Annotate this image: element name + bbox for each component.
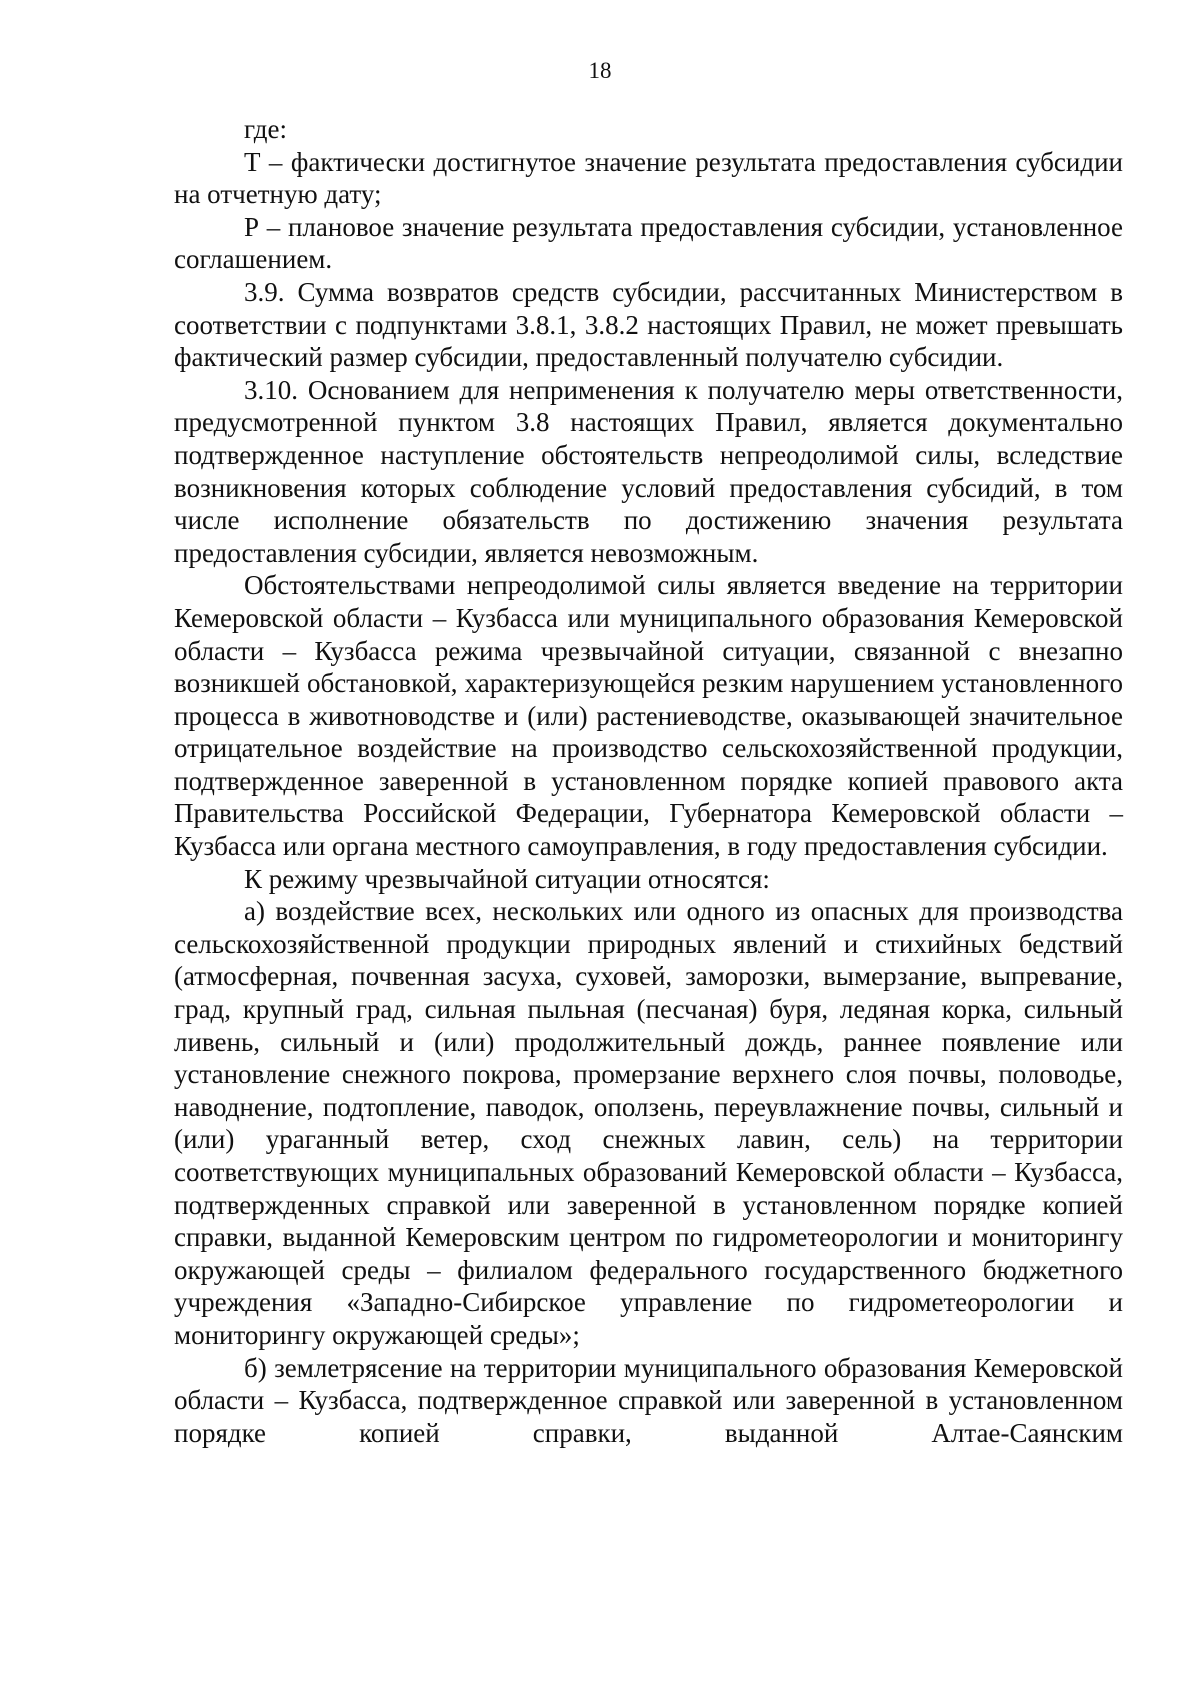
paragraph-item-a: а) воздействие всех, нескольких или одного из опасных для производства сельскохозяйственной продукции природных явлений и стихийных бедствий (атмосферная, почвенная засуха, суховей, заморозки, вымерзание, выпревание, град, крупный град, сильная пыльная (песчаная) буря, ледяная корка, сильный ливень, сильный и (или) продолжительный дождь, раннее появление или установление снежного покрова, промерзание верхнего слоя почвы, половодье, наводнение, подтопление, паводок, оползень, переувлажнение почвы, сильный и (или) ураганный ветер, сход снежных лавин, сель) на территории соответствующих муниципальных образований Кемеровской области – Кузбасса, подтвержденных справкой или заверенной в установленном порядке копией справки, выданной Кемеровским центром по гидрометеорологии и мониторингу окружающей среды – филиалом федерального государственного бюджетного учреждения «Западно-Сибирское управление по гидрометеорологии и мониторингу окружающей среды»; (174, 896, 1123, 1350)
paragraph-3-10: 3.10. Основанием для неприменения к получателю меры ответственности, предусмотренной пунктом 3.8 настоящих Правил, является документально подтвержденное наступление обстоятельств непреодолимой силы, вследствие возникновения которых соблюдение условий предоставления субсидий, в том числе исполнение обязательств по достижению значения результата предоставления субсидии, является невозможным. (174, 374, 1123, 568)
paragraph-t-definition: Т – фактически достигнутое значение результата предоставления субсидии на отчетную дату; (174, 146, 1123, 210)
page-number: 18 (588, 58, 612, 83)
paragraph-emergency-intro: К режиму чрезвычайной ситуации относятся: (244, 863, 770, 894)
paragraph-3-9: 3.9. Сумма возвратов средств субсидии, рассчитанных Министерством в соответствии с подпунктами 3.8.1, 3.8.2 настоящих Правил, не может превышать фактический размер субсидии, предоставленный получателю субсидии. (174, 276, 1123, 373)
document-body (174, 113, 1123, 1449)
paragraph-p-definition: Р – плановое значение результата предоставления субсидии, установленное соглашением. (174, 211, 1123, 275)
paragraph-where: где: (244, 114, 287, 144)
paragraph-item-b: б) землетрясение на территории муниципального образования Кемеровской области – Кузбасса, подтвержденное справкой или заверенной в установленном порядке копией справки, выданной Алтае-Саянским (174, 1352, 1123, 1448)
paragraph-force-majeure: Обстоятельствами непреодолимой силы является введение на территории Кемеровской области – Кузбасса или муниципального образования Кемеровской области – Кузбасса режима чрезвычайной ситуации, связанной с внезапно возникшей обстановкой, характеризующейся резким нарушением установленного процесса в животноводстве и (или) растениеводстве, оказывающей значительное отрицательное воздействие на производство сельскохозяйственной продукции, подтвержденное заверенной в установленном порядке копией правового акта Правительства Российской Федерации, Губернатора Кемеровской области – Кузбасса или органа местного самоуправления, в году предоставления субсидии. (174, 570, 1123, 862)
